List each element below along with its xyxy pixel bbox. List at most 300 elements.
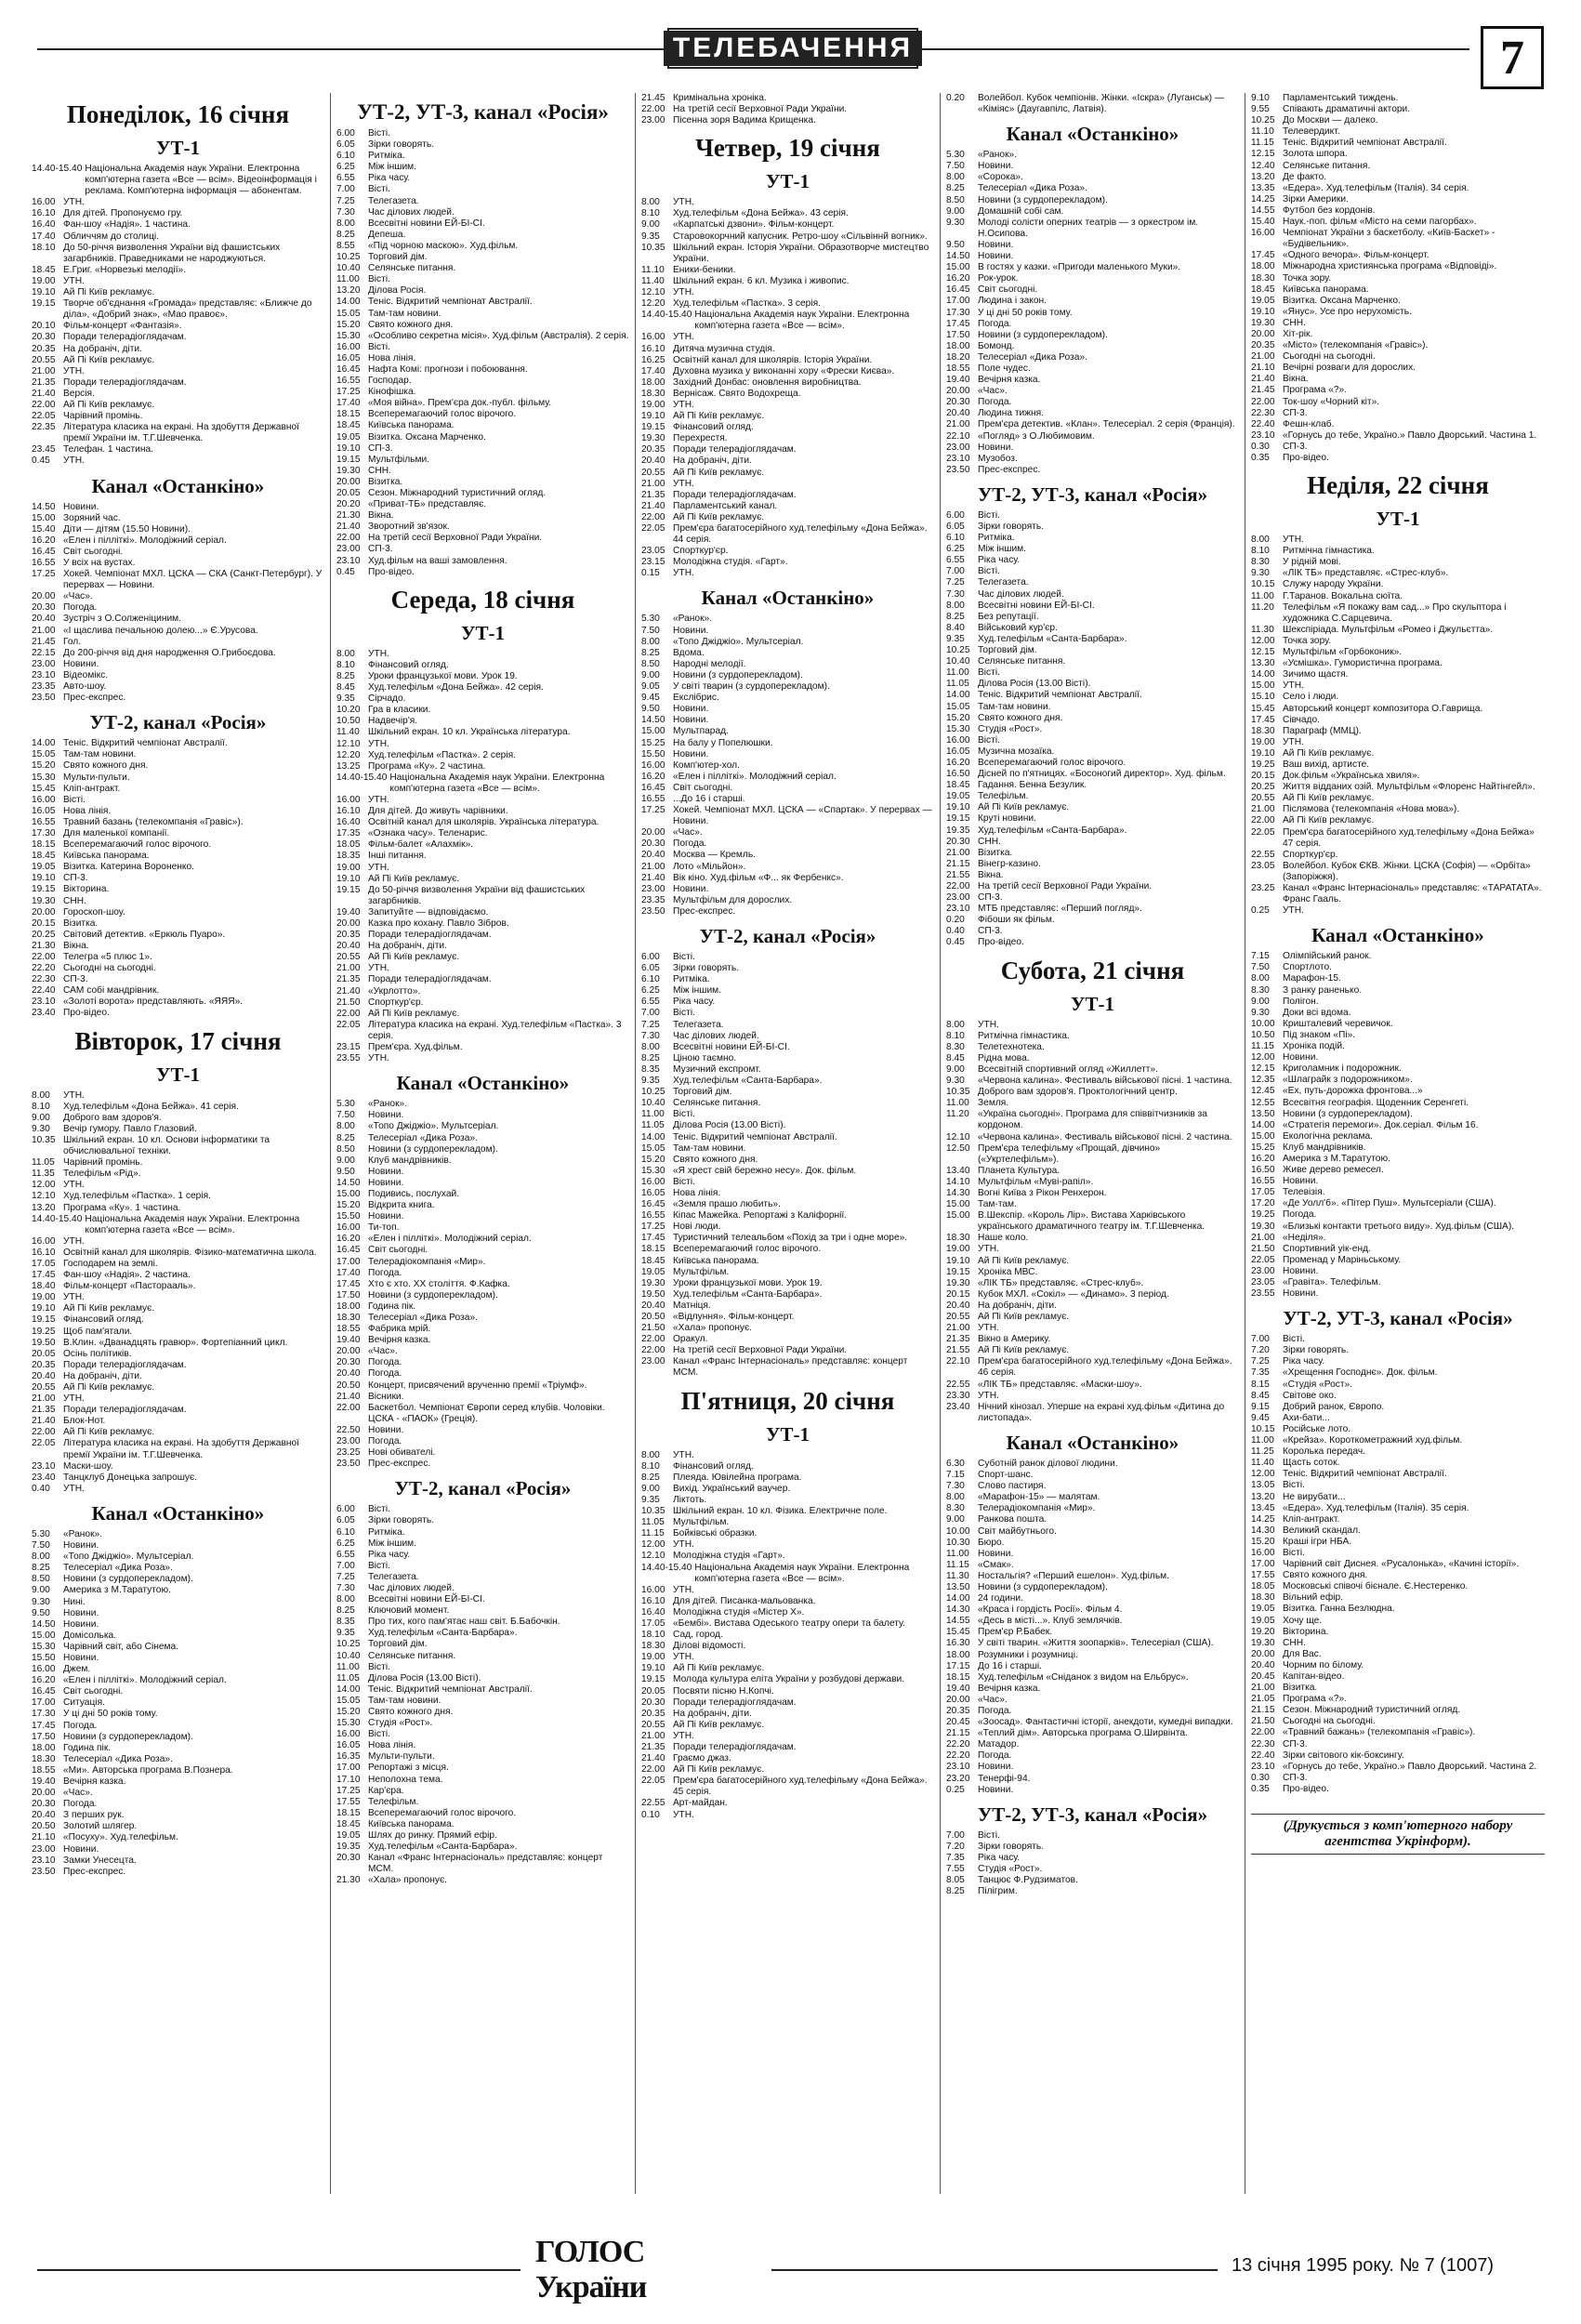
- program-listing: [641, 1155, 934, 1166]
- program-listing: [336, 739, 629, 750]
- program-title: Хроніка подій.: [1283, 1041, 1345, 1052]
- program-title: Чарівний промінь.: [63, 1157, 143, 1169]
- program-listing: [1251, 205, 1545, 217]
- program-time: 14.40-15.40: [336, 772, 388, 783]
- program-time: 17.25: [32, 569, 56, 580]
- program-time: 19.40: [32, 1776, 56, 1787]
- program-time: 10.40: [641, 1098, 665, 1109]
- program-listing: [946, 1830, 1239, 1842]
- program-time: 8.25: [641, 1472, 660, 1483]
- program-title: «Хала» пропонує.: [368, 1875, 448, 1886]
- program-listing: [1251, 161, 1545, 172]
- program-listing: [1251, 1739, 1545, 1750]
- program-time: 8.25: [336, 670, 355, 681]
- program-title: «Час».: [978, 1694, 1008, 1705]
- program-title: САМ собі мандрівник.: [63, 985, 160, 997]
- program-title: Національна Академія наук України. Електронна комп'ютерна газета «Все — всім».: [694, 310, 910, 332]
- program-listing: [946, 1875, 1239, 1886]
- program-title: Телегазета.: [368, 1571, 419, 1582]
- program-title: Торговий дім.: [978, 645, 1037, 656]
- program-listing: [946, 218, 1239, 240]
- program-title: Замки Унесецта.: [63, 1855, 137, 1866]
- program-title: Ток-шоу «Чорний кіт».: [1283, 396, 1380, 407]
- program-time: 22.30: [1251, 1738, 1275, 1750]
- program-listing: [946, 240, 1239, 251]
- program-title: Візитка.: [1283, 1683, 1318, 1694]
- program-title: Ай Пі Київ рекламує.: [63, 287, 155, 298]
- program-title: Обличчям до столиці.: [63, 231, 159, 242]
- program-title: Мультфільм.: [673, 1517, 730, 1528]
- program-title: Візитка.: [978, 847, 1013, 858]
- program-time: 23.10: [32, 997, 56, 1008]
- program-title: Фінансовий огляд.: [63, 1314, 144, 1326]
- program-time: 18.00: [946, 1649, 970, 1660]
- program-title: Вісті.: [978, 566, 1000, 577]
- program-title: Ай Пі Київ рекламує.: [1283, 747, 1375, 759]
- program-time: 6.10: [336, 151, 355, 162]
- program-title: Спортлото.: [1283, 962, 1332, 973]
- program-listing: [32, 1608, 324, 1619]
- program-time: 14.40-15.40: [641, 310, 692, 321]
- program-time: 22.10: [946, 430, 970, 442]
- program-title: СП-3.: [63, 873, 88, 884]
- program-listing: [336, 671, 629, 682]
- program-time: 5.30: [32, 1528, 50, 1539]
- program-listing: [1251, 430, 1545, 442]
- program-listing: [32, 648, 324, 659]
- program-title: Ай Пі Київ рекламує.: [63, 1303, 155, 1314]
- program-time: 6.30: [946, 1458, 965, 1469]
- program-listing: [641, 1334, 934, 1345]
- program-title: Зірки Америки.: [1283, 193, 1349, 205]
- program-title: Зичимо щастя.: [1283, 669, 1349, 680]
- program-time: 14.25: [1251, 1513, 1275, 1525]
- program-time: 18.55: [32, 1764, 56, 1776]
- program-time: 0.20: [946, 93, 965, 103]
- program-time: 11.05: [32, 1157, 55, 1169]
- program-title: Всесвітній спортивний огляд «Жиллетт».: [978, 1063, 1158, 1075]
- program-listing: [336, 1673, 629, 1684]
- program-title: Марафон-15.: [1283, 973, 1341, 984]
- program-time: 16.00: [946, 734, 970, 746]
- program-time: 8.25: [336, 1605, 355, 1617]
- program-title: Домісолька.: [63, 1630, 117, 1641]
- program-title: Версія.: [63, 388, 95, 399]
- program-title: Королька передач.: [1283, 1446, 1365, 1458]
- program-title: УТН.: [63, 1089, 85, 1101]
- program-time: 8.25: [336, 1132, 355, 1143]
- program-listing: [946, 735, 1239, 746]
- program-time: 21.00: [946, 419, 970, 430]
- program-listing: [32, 1631, 324, 1642]
- program-listing: [946, 1098, 1239, 1109]
- program-listing: [1251, 228, 1545, 250]
- program-listing: [641, 366, 934, 377]
- program-title: Ритміка.: [368, 1526, 405, 1538]
- program-title: Ліктоть.: [673, 1494, 707, 1505]
- program-title: В.Клин. «Дванадцять гравюр». Фортепіанний цикл.: [63, 1337, 288, 1348]
- program-listing: [32, 670, 324, 681]
- program-title: Параграф (ММЦ).: [1283, 725, 1362, 736]
- program-listing: [946, 837, 1239, 848]
- program-time: 5.30: [641, 614, 660, 625]
- program-time: 15.25: [641, 737, 665, 748]
- program-title: Ріка часу.: [978, 1852, 1021, 1863]
- program-listing: [32, 332, 324, 343]
- program-listing: [641, 219, 934, 231]
- program-time: 8.45: [336, 682, 355, 693]
- program-listing: [641, 1132, 934, 1143]
- program-listing: [32, 1810, 324, 1821]
- program-title: УТН.: [368, 648, 389, 659]
- program-time: 18.55: [336, 1324, 361, 1335]
- program-title: Телесеріал «Дика Роза».: [368, 1313, 478, 1323]
- program-listing: [1251, 1221, 1545, 1233]
- program-listing: [946, 1538, 1239, 1549]
- program-time: 13.35: [1251, 182, 1275, 193]
- program-listing: [946, 296, 1239, 307]
- channel-heading: УТ-2, УТ-3, канал «Росія»: [1283, 1307, 1513, 1330]
- program-title: Вдома.: [673, 647, 705, 658]
- program-time: 9.35: [336, 1628, 355, 1639]
- program-time: 20.55: [32, 1382, 56, 1393]
- program-listing: [336, 1662, 629, 1673]
- program-time: 23.50: [641, 905, 665, 917]
- program-time: 6.05: [946, 522, 965, 532]
- program-title: У ці дні 50 років тому.: [63, 1709, 158, 1720]
- program-time: 17.50: [336, 1289, 361, 1301]
- program-listing: [641, 1652, 934, 1663]
- program-title: Пілігрим.: [978, 1886, 1018, 1897]
- program-time: 19.00: [641, 1652, 665, 1663]
- program-title: Служу народу України.: [1283, 579, 1384, 590]
- program-title: Зоряний час.: [63, 512, 121, 523]
- program-time: 8.00: [32, 1089, 50, 1101]
- channel-heading: УТ-1: [1376, 508, 1420, 531]
- program-listing: [1251, 704, 1545, 715]
- program-listing: [1251, 172, 1545, 183]
- program-time: 7.50: [946, 161, 965, 172]
- program-time: 18.30: [1251, 1592, 1275, 1604]
- program-listing: [641, 726, 934, 737]
- program-listing: [32, 208, 324, 219]
- program-title: УТН.: [63, 1235, 85, 1247]
- program-time: 13.20: [1251, 1491, 1275, 1502]
- program-time: 15.05: [641, 1142, 665, 1154]
- program-listing: [1251, 579, 1545, 590]
- program-time: 18.45: [336, 1818, 361, 1829]
- program-time: 9.30: [946, 217, 965, 228]
- program-title: Київська панорама.: [368, 1818, 455, 1829]
- program-time: 21.40: [641, 872, 665, 883]
- program-time: 20.25: [1251, 782, 1275, 793]
- program-listing: [336, 863, 629, 874]
- program-title: Олімпійський ранок.: [1283, 951, 1372, 962]
- program-listing: [32, 1867, 324, 1878]
- program-time: 11.05: [946, 679, 969, 690]
- program-listing: [641, 1731, 934, 1742]
- program-title: «Місто» (телекомпанія «Гравіс»).: [1283, 340, 1429, 351]
- program-time: 16.20: [32, 1675, 56, 1686]
- program-title: «Моя війна». Прем'єра док.-публ. фільму.: [368, 398, 552, 409]
- program-time: 8.10: [641, 208, 660, 219]
- program-time: 9.35: [641, 231, 660, 242]
- program-time: 15.30: [336, 1718, 361, 1729]
- program-listing: [641, 1539, 934, 1551]
- program-listing: [946, 1785, 1239, 1796]
- program-listing: [946, 667, 1239, 679]
- program-listing: [336, 952, 629, 963]
- program-title: Вечірні розваги для дорослих.: [1283, 363, 1416, 374]
- program-title: Час ділових людей.: [368, 206, 455, 218]
- program-title: Новини.: [978, 251, 1014, 262]
- program-listing: [336, 1121, 629, 1132]
- program-title: Парламентський канал.: [673, 500, 778, 511]
- program-title: «Ех, путь-дорожка фронтова...»: [1283, 1086, 1423, 1097]
- program-title: Теніс. Відкритий чемпіонат Австралії.: [368, 297, 533, 308]
- program-listing: [641, 794, 934, 805]
- program-title: Сівчадо.: [1283, 714, 1320, 725]
- program-listing: [336, 963, 629, 974]
- program-listing: [1251, 453, 1545, 464]
- program-time: 21.50: [1251, 1243, 1275, 1254]
- program-listing: [1251, 883, 1545, 905]
- program-listing: [641, 850, 934, 861]
- program-time: 21.40: [641, 1753, 665, 1764]
- program-listing: [946, 780, 1239, 791]
- program-time: 23.05: [1251, 860, 1275, 871]
- program-listing: [1251, 1266, 1545, 1277]
- program-time: 16.50: [946, 769, 970, 780]
- program-time: 0.20: [946, 915, 965, 926]
- program-title: Прем'єра детектив. «Клан». Телесеріал. 2 серія (Франція).: [978, 419, 1235, 430]
- program-time: 9.00: [32, 1112, 50, 1123]
- program-time: 8.00: [641, 1041, 660, 1052]
- program-title: На балу у Попелюшки.: [673, 737, 773, 748]
- program-title: Вінегр-казино.: [978, 858, 1041, 869]
- program-title: Ай Пі Київ рекламує.: [673, 1764, 765, 1776]
- program-time: 10.25: [641, 1087, 665, 1098]
- program-time: 8.00: [641, 1449, 660, 1460]
- program-time: 17.00: [32, 1697, 56, 1709]
- program-listing: [32, 1327, 324, 1338]
- program-listing: [946, 1076, 1239, 1087]
- program-listing: [1251, 1154, 1545, 1165]
- program-time: 22.00: [1251, 1727, 1275, 1738]
- program-title: Золота шпора.: [1283, 149, 1348, 160]
- program-listing: [32, 1743, 324, 1754]
- program-time: 11.15: [641, 1528, 665, 1539]
- program-time: 21.50: [1251, 1716, 1275, 1727]
- newspaper-logo: [535, 2235, 758, 2304]
- program-title: Ріка часу.: [368, 1549, 411, 1560]
- program-time: 23.00: [1251, 1265, 1275, 1276]
- program-listing: [32, 1135, 324, 1157]
- program-title: Чарівний світ, або Сінема.: [63, 1641, 179, 1652]
- program-listing: [32, 1124, 324, 1135]
- program-listing: [641, 1776, 934, 1798]
- program-title: «ЛІК ТБ» представляє. «Стрес-клуб».: [978, 1277, 1144, 1288]
- program-title: Зірки говорять.: [368, 1515, 435, 1526]
- program-title: «Ранок».: [978, 150, 1018, 161]
- program-title: Живе дерево ремесел.: [1283, 1165, 1384, 1176]
- program-time: 10.20: [336, 705, 361, 716]
- program-title: Прем'єра. Худ.фільм.: [368, 1042, 463, 1053]
- program-time: 15.30: [336, 330, 361, 341]
- program-title: Канал «Франс Інтернасіональ» представляє: концерт MCM.: [673, 1356, 908, 1379]
- program-title: Вісті.: [978, 509, 1000, 521]
- program-listing: [946, 1695, 1239, 1706]
- program-time: 15.00: [946, 262, 970, 273]
- program-title: Гол.: [63, 636, 82, 647]
- program-listing: [1251, 973, 1545, 984]
- program-listing: [32, 1675, 324, 1686]
- program-listing: [336, 510, 629, 522]
- program-title: СНН.: [368, 465, 391, 476]
- program-title: Погода.: [63, 602, 98, 614]
- program-title: Ай Пі Київ рекламує.: [673, 1719, 765, 1730]
- program-listing: [32, 1776, 324, 1788]
- program-listing: [1251, 1435, 1545, 1446]
- program-time: 15.00: [946, 1210, 970, 1221]
- program-listing: [1251, 1525, 1545, 1537]
- program-listing: [32, 377, 324, 389]
- program-time: 18.40: [32, 1281, 56, 1292]
- program-title: Час ділових людей.: [978, 588, 1064, 600]
- program-time: 7.00: [641, 1008, 660, 1019]
- program-listing: [336, 874, 629, 885]
- program-title: Всеперемагаючий голос вірочого.: [978, 757, 1126, 768]
- program-time: 19.15: [336, 884, 361, 895]
- program-title: СП-3.: [978, 926, 1003, 937]
- day-heading: Четвер, 19 січня: [695, 134, 880, 163]
- program-listing: [32, 806, 324, 817]
- program-time: 21.00: [32, 365, 56, 376]
- program-title: 24 години.: [978, 1593, 1023, 1604]
- channel-heading: УТ-1: [156, 1063, 200, 1086]
- program-title: Ай Пі Київ рекламує.: [673, 511, 765, 522]
- program-listing: [946, 431, 1239, 442]
- program-listing: [641, 310, 934, 332]
- program-listing: [946, 319, 1239, 330]
- program-listing: [1251, 1209, 1545, 1221]
- program-title: Фінансовий огляд.: [673, 1460, 754, 1472]
- program-listing: [1251, 1503, 1545, 1514]
- program-title: Ай Пі Київ рекламує.: [1283, 793, 1375, 804]
- program-time: 9.00: [336, 1155, 355, 1166]
- program-title: Теніс. Відкритий чемпіонат Австралії.: [1283, 138, 1447, 149]
- program-title: Кубок МХЛ. «Сокіл» — «Динамо». 3 період.: [978, 1288, 1169, 1300]
- program-title: Година пік.: [63, 1742, 112, 1753]
- program-time: 9.30: [1251, 1007, 1270, 1018]
- program-listing: [336, 443, 629, 455]
- program-title: У всіх на вустах.: [63, 558, 136, 568]
- program-listing: [1251, 194, 1545, 205]
- program-time: 18.10: [641, 1630, 665, 1641]
- program-time: 11.00: [1251, 590, 1274, 601]
- program-listing: [32, 828, 324, 839]
- program-title: Торговий дім.: [368, 252, 428, 263]
- program-time: 23.10: [32, 1460, 56, 1472]
- program-time: 6.05: [336, 139, 355, 151]
- program-title: Телесеріал «Дика Роза».: [63, 1563, 173, 1574]
- program-listing: [946, 172, 1239, 183]
- program-listing: [336, 1167, 629, 1178]
- program-listing: [336, 1628, 629, 1639]
- program-title: Нові люди.: [673, 1221, 721, 1233]
- program-listing: [1251, 804, 1545, 815]
- program-listing: [641, 1323, 934, 1334]
- program-listing: [336, 1133, 629, 1144]
- program-time: 9.15: [1251, 1401, 1270, 1412]
- program-title: Кінофішка.: [368, 387, 416, 398]
- program-title: Сьогодні на сьогодні.: [1283, 351, 1376, 363]
- program-time: 17.15: [946, 1660, 970, 1671]
- program-title: Національна Академія наук України. Електронна комп'ютерна газета «Все — всім».: [389, 772, 605, 794]
- program-title: Депеша.: [368, 229, 406, 240]
- program-title: Зворотний зв'язок.: [368, 522, 450, 533]
- program-title: «Під чорною маскою». Худ.фільм.: [368, 240, 519, 251]
- program-listing: [641, 1663, 934, 1674]
- program-listing: [641, 400, 934, 411]
- program-title: Новини.: [1283, 1052, 1319, 1063]
- program-time: 22.05: [32, 1438, 56, 1449]
- program-time: 14.00: [946, 1593, 970, 1604]
- program-title: Ай Пі Київ рекламує.: [63, 1427, 155, 1438]
- program-title: Освітній канал для школярів. Фізико-математична школа.: [63, 1247, 317, 1258]
- program-title: СП-3.: [978, 892, 1003, 904]
- program-title: Футбол без кордонів.: [1283, 205, 1376, 216]
- program-time: 18.00: [946, 340, 970, 351]
- program-time: 16.25: [641, 354, 665, 365]
- program-title: Свято кожного дня.: [978, 712, 1063, 723]
- program-title: На добраніч, діти.: [673, 1708, 752, 1719]
- program-listing: [336, 1392, 629, 1403]
- program-listing: [32, 952, 324, 963]
- program-listing: [641, 772, 934, 783]
- program-title: Доброго вам здоров'я.: [63, 1112, 162, 1123]
- program-title: Теніс. Відкритий чемпіонат Австралії.: [368, 1684, 533, 1695]
- program-time: 22.40: [32, 985, 56, 997]
- program-title: Оракул.: [673, 1334, 708, 1345]
- program-time: 21.00: [336, 963, 361, 974]
- program-time: 19.15: [32, 1314, 56, 1326]
- program-time: 17.45: [946, 318, 970, 329]
- program-listing: [1251, 591, 1545, 602]
- program-time: 8.00: [641, 636, 660, 647]
- program-listing: [946, 442, 1239, 454]
- program-time: 22.00: [1251, 815, 1275, 826]
- program-time: 11.00: [1251, 1435, 1274, 1446]
- program-listing: [336, 795, 629, 806]
- program-time: 17.05: [1251, 1187, 1275, 1198]
- program-title: Худ.фільм на ваші замовлення.: [368, 555, 507, 566]
- program-time: 19.25: [1251, 759, 1275, 770]
- program-title: Золотий шлягер.: [63, 1821, 138, 1832]
- program-title: «Топо Джіджіо». Мультсеріал.: [63, 1552, 194, 1563]
- program-title: СНН.: [1283, 1637, 1306, 1648]
- program-listing: [641, 1188, 934, 1199]
- program-time: 16.10: [641, 1595, 665, 1606]
- program-listing: [32, 344, 324, 355]
- program-time: 0.40: [946, 926, 965, 937]
- program-listing: [641, 501, 934, 512]
- program-title: Нова лінія.: [368, 352, 416, 363]
- program-listing: [946, 284, 1239, 296]
- program-listing: [32, 884, 324, 895]
- program-listing: [946, 1244, 1239, 1255]
- program-listing: [32, 941, 324, 952]
